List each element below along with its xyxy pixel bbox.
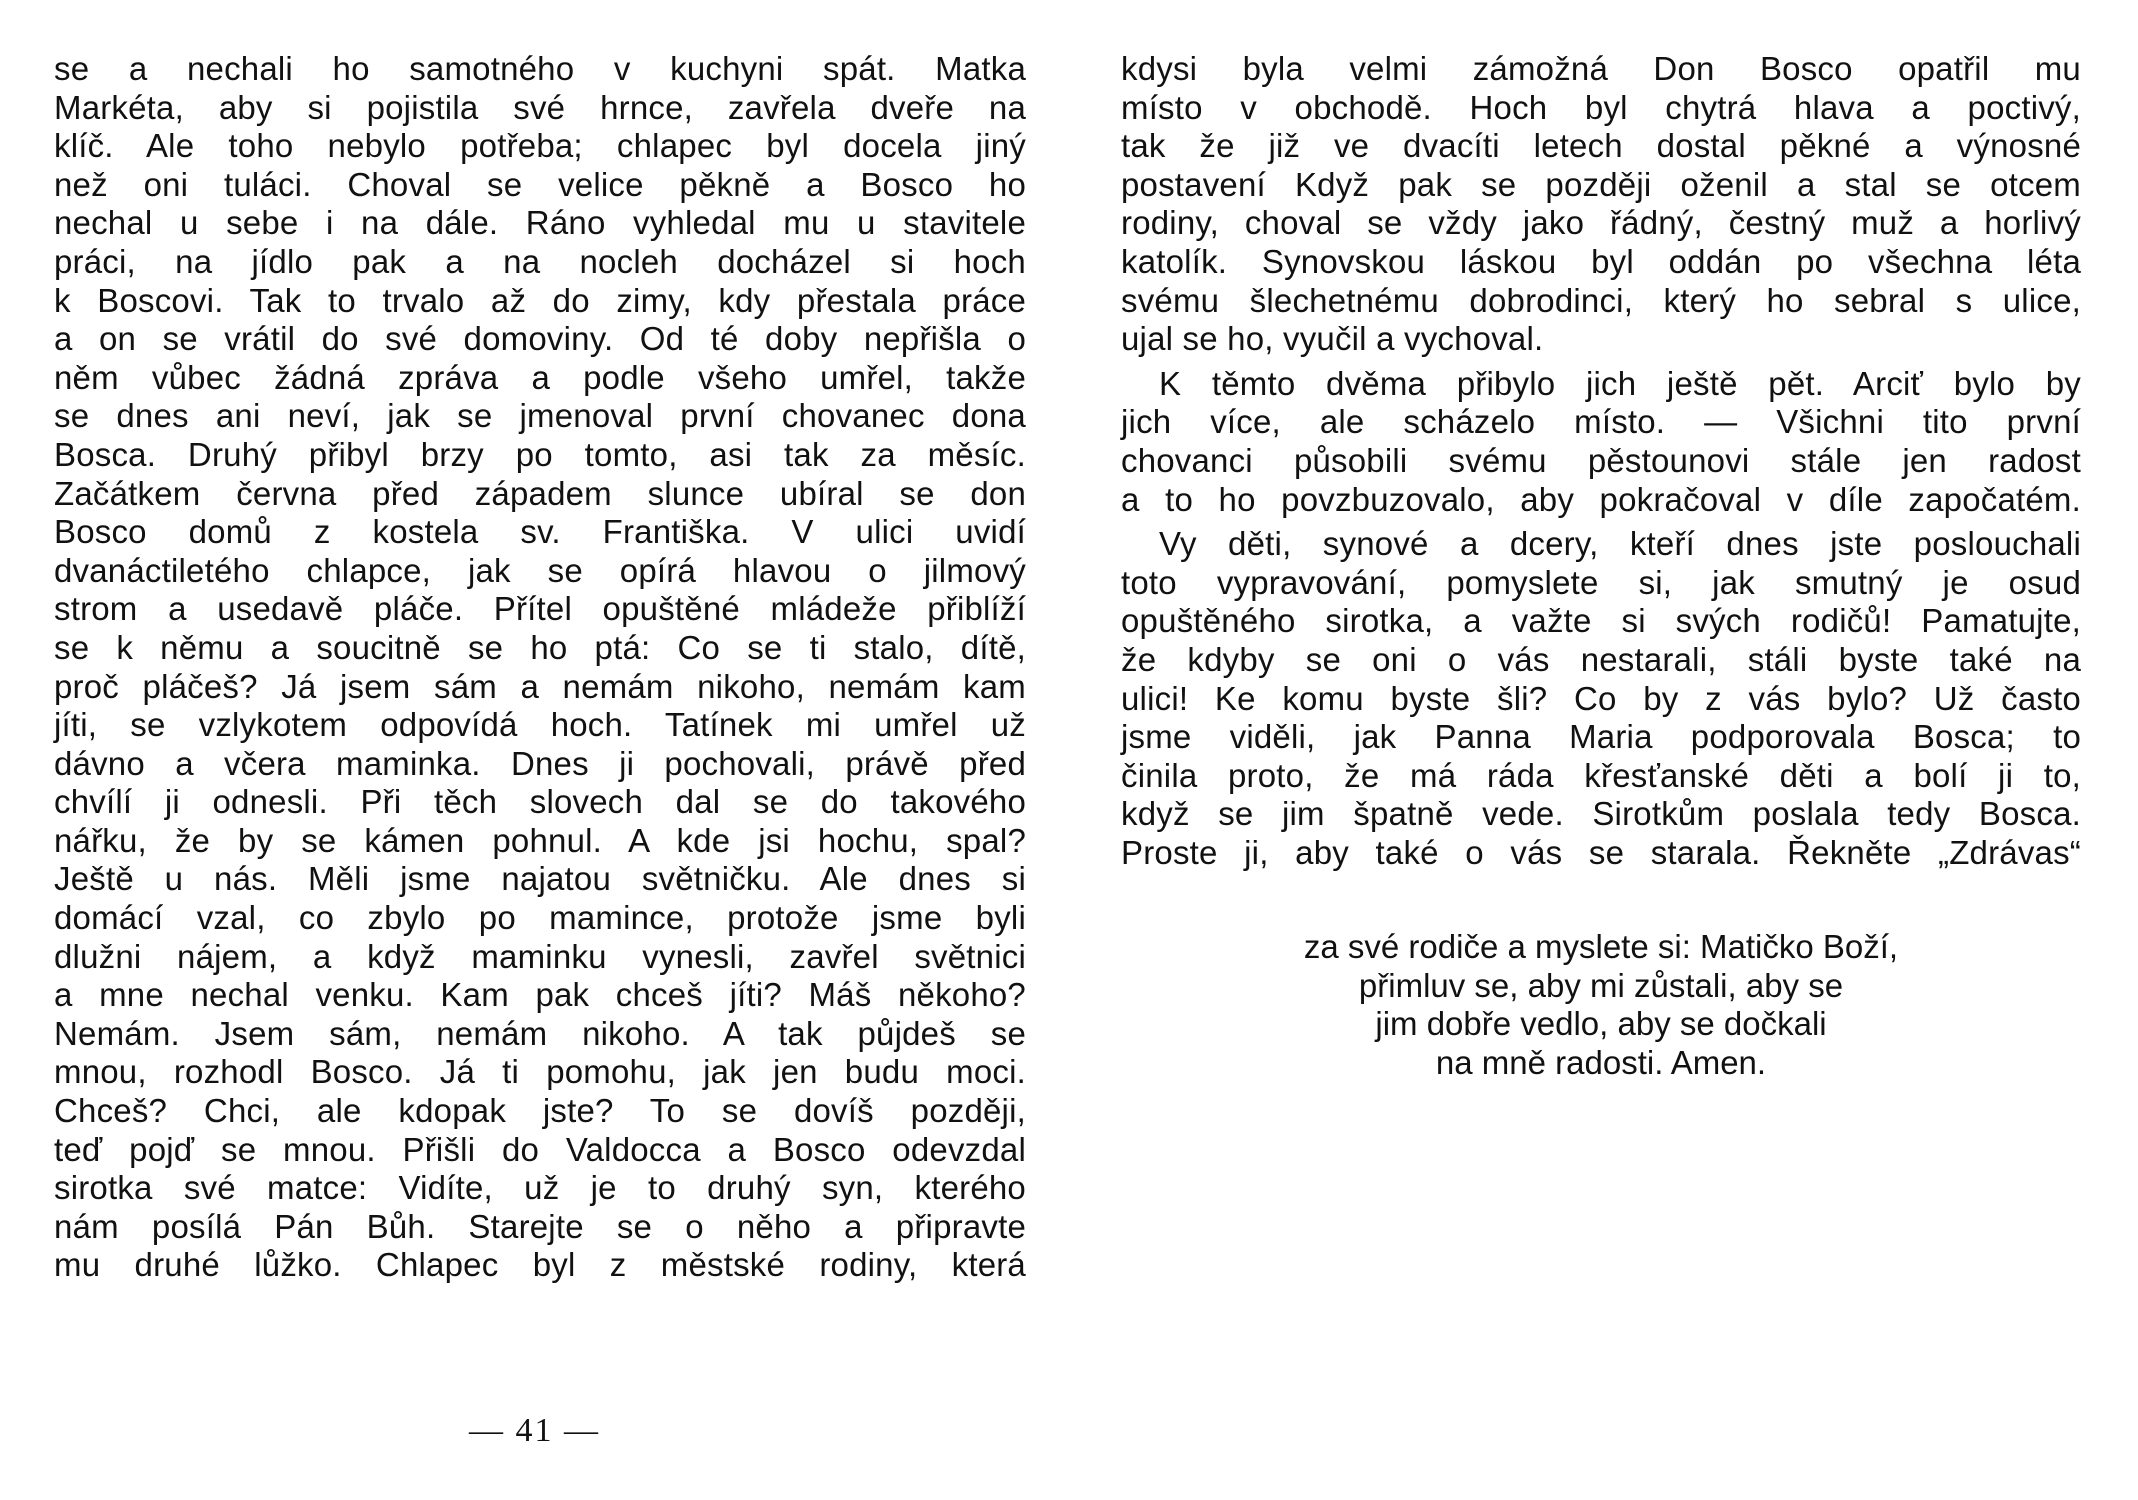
text-line: Nemám. Jsem sám, nemám nikoho. A tak půjdeš se	[54, 1014, 1026, 1052]
text-line: nechal u sebe i na dále. Ráno vyhledal mu u stavitele	[54, 204, 1026, 242]
text-line: ulici! Ke komu byste šli? Co by z vás bylo? Už často	[1121, 679, 2081, 717]
text-line: klíč. Ale toho nebylo potřeba; chlapec byl docela jiný	[54, 127, 1026, 165]
text-line: místo v obchodě. Hoch byl chytrá hlava a poctivý,	[1121, 88, 2081, 126]
text-line: jich více, ale scházelo místo. — Všichni tito první	[1121, 403, 2081, 441]
text-line: chvílí ji odnesli. Při těch slovech dal se do takového	[54, 783, 1026, 821]
text-line: Markéta, aby si pojistila své hrnce, zavřela dveře na	[54, 88, 1026, 126]
text-line: Bosca. Druhý přibyl brzy po tomto, asi tak za měsíc.	[54, 435, 1026, 473]
right-page-body-text	[1121, 50, 2081, 872]
text-line: svému šlechetnému dobrodinci, který ho sebral s ulice,	[1121, 281, 2081, 319]
text-line: teď pojď se mnou. Přišli do Valdocca a Bosco odevzdal	[54, 1130, 1026, 1168]
page-number: — 41 —	[469, 1412, 600, 1449]
text-line: tak že již ve dvacíti letech dostal pěkné a výnosné	[1121, 127, 2081, 165]
text-line: K těmto dvěma přibylo jich ještě pět. Arciť bylo by	[1159, 364, 2081, 402]
text-line: Bosco domů z kostela sv. Františka. V ulici uvidí	[54, 513, 1026, 551]
text-line: katolík. Synovskou láskou byl oddán po všechna léta	[1121, 242, 2081, 280]
text-line: rodiny, choval se vždy jako řádný, čestný muž a horlivý	[1121, 204, 2081, 242]
prayer-line: jim dobře vedlo, aby se dočkali	[1375, 1005, 1827, 1043]
prayer-line: přimluv se, aby mi zůstali, aby se	[1358, 966, 1844, 1004]
text-line: jsme viděli, jak Panna Maria podporovala Bosca; to	[1121, 718, 2081, 756]
text-line: se k němu a soucitně se ho ptá: Co se ti stalo, dítě,	[54, 628, 1026, 666]
text-line: domácí vzal, co zbylo po mamince, protože jsme byli	[54, 899, 1026, 937]
text-line: Vy děti, synové a dcery, kteří dnes jste poslouchali	[1159, 525, 2081, 563]
text-line: Začátkem června před západem slunce ubíral se don	[54, 474, 1026, 512]
prayer-line: za své rodiče a myslete si: Matičko Boží,	[1303, 928, 1899, 965]
text-line: činila proto, že má ráda křesťanské děti a bolí ji to,	[1121, 756, 2081, 794]
text-line: mu druhé lůžko. Chlapec byl z městské rodiny, která	[54, 1246, 1026, 1284]
text-line: postavení Když pak se později oženil a stal se otcem	[1121, 165, 2081, 203]
text-line: a to ho povzbuzovalo, aby pokračoval v díle započatém.	[1121, 480, 2081, 518]
text-line: jíti, se vzlykotem odpovídá hoch. Tatínek mi umřel už	[54, 706, 1026, 744]
paragraph-3	[1121, 525, 2081, 872]
paragraph-2	[1121, 365, 2081, 519]
text-line: dlužni nájem, a když maminku vynesli, zavřel světnici	[54, 937, 1026, 975]
text-line: se dnes ani neví, jak se jmenoval první chovanec dona	[54, 397, 1026, 435]
text-line: než oni tuláci. Choval se velice pěkně a Bosco ho	[54, 165, 1026, 203]
text-line: sirotka své matce: Vidíte, už je to druhý syn, kterého	[54, 1169, 1026, 1207]
text-line: a mne nechal venku. Kam pak chceš jíti? Máš někoho?	[54, 976, 1026, 1014]
right-page	[1069, 0, 2138, 1500]
text-line: opuštěného sirotka, a važte si svých rodičů! Pamatujte,	[1121, 602, 2081, 640]
text-line: kdysi byla velmi zámožná Don Bosco opatřil mu	[1121, 50, 2081, 87]
left-page-body-text	[54, 50, 1026, 1285]
text-line: ujal se ho, vyučil a vychoval.	[1121, 320, 1544, 358]
text-line: chovanci působili svému pěstounovi stále jen radost	[1121, 441, 2081, 479]
text-line: něm vůbec žádná zpráva a podle všeho umřel, takže	[54, 358, 1026, 396]
text-line: nám posílá Pán Bůh. Starejte se o něho a připravte	[54, 1207, 1026, 1245]
closing-prayer	[1121, 928, 2081, 1082]
text-line: Ještě u nás. Měli jsme najatou světničku. Ale dnes si	[54, 860, 1026, 898]
text-line: když se jim špatně vede. Sirotkům poslala tedy Bosca.	[1121, 795, 2081, 833]
text-line: k Boscovi. Tak to trvalo až do zimy, kdy přestala práce	[54, 281, 1026, 319]
text-line: mnou, rozhodl Bosco. Já ti pomohu, jak jen budu moci.	[54, 1053, 1026, 1091]
text-line: se a nechali ho samotného v kuchyni spát. Matka	[54, 50, 1026, 87]
text-line: nářku, že by se kámen pohnul. A kde jsi hochu, spal?	[54, 821, 1026, 859]
prayer-line: na mně radosti. Amen.	[1435, 1043, 1767, 1081]
text-line: že kdyby se oni o vás nestarali, stáli byste také na	[1121, 640, 2081, 678]
text-line: dvanáctiletého chlapce, jak se opírá hlavou o jilmový	[54, 551, 1026, 589]
text-line: a on se vrátil do své domoviny. Od té doby nepřišla o	[54, 320, 1026, 358]
text-line: Proste ji, aby také o vás se starala. Řekněte „Zdrávas“	[1121, 833, 2081, 871]
text-line: dávno a včera maminka. Dnes ji pochovali, právě před	[54, 744, 1026, 782]
text-line: strom a usedavě pláče. Přítel opuštěné mládeže přiblíží	[54, 590, 1026, 628]
paragraph-1	[1121, 50, 2081, 359]
text-line: proč pláčeš? Já jsem sám a nemám nikoho, nemám kam	[54, 667, 1026, 705]
text-line: toto vypravování, pomyslete si, jak smutný je osud	[1121, 563, 2081, 601]
text-line: Chceš? Chci, ale kdopak jste? To se dovíš později,	[54, 1092, 1026, 1130]
text-line: práci, na jídlo pak a na nocleh docházel si hoch	[54, 242, 1026, 280]
